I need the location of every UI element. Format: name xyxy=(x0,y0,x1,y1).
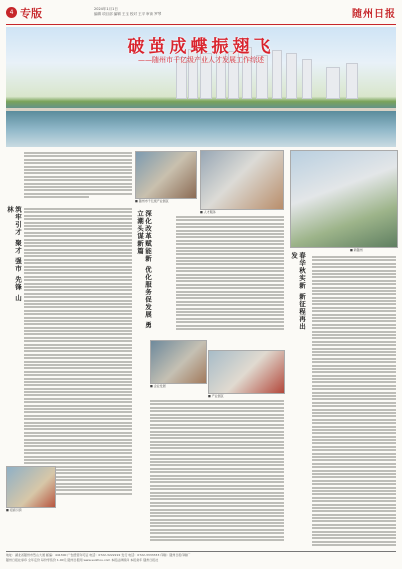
banner-photo xyxy=(6,27,396,147)
article-2-headline: 深化改革赋能新 优化服务促发展 勇立潮头谋新篇 xyxy=(136,210,152,330)
photo-5 xyxy=(290,150,398,248)
article-1-headline: 筑牢引才 聚才 强市 先锋 山林 xyxy=(6,206,22,302)
caption-3: ■ 企业发展 xyxy=(150,384,166,388)
article-3-text xyxy=(312,256,396,546)
article-3-headline: 春华秋实新 新征程再出发 xyxy=(290,252,306,331)
photo-6 xyxy=(6,466,56,508)
photo-4 xyxy=(208,350,285,394)
article-1-text xyxy=(24,208,132,508)
footer-rule xyxy=(6,551,396,552)
footer-line-1: 地址：湖北省随州市烈山大道 邮编：441300 广告经营许可证 电话：0722-3222222 发行 电话：0722-3333333 印刷：随州日报印刷厂 xyxy=(6,553,191,557)
caption-5: ■ 新随州 xyxy=(350,248,363,252)
photo-1 xyxy=(135,151,197,199)
article-2-text-continued xyxy=(150,400,284,546)
page-footer xyxy=(6,553,396,563)
header-meta xyxy=(94,7,161,17)
photo-3 xyxy=(150,340,207,384)
building xyxy=(302,59,312,99)
sub-headline: ——随州市千亿级产业人才发展工作综述 xyxy=(138,56,264,64)
article-2-text xyxy=(176,216,284,338)
caption-1: ■ 随州市千亿级产业园区 xyxy=(135,199,169,203)
header-rule xyxy=(6,24,396,25)
building xyxy=(346,63,358,99)
main-headline: 破茧成蝶振翅飞 xyxy=(127,37,275,57)
article-intro-text xyxy=(24,152,132,204)
newspaper-logo: 随州日报 xyxy=(352,9,396,20)
section-title: 专版 xyxy=(20,7,42,20)
bridge xyxy=(6,108,396,111)
caption-2: ■ 人才服务 xyxy=(200,210,216,214)
photo-2 xyxy=(200,150,284,210)
header-editors: 编辑 项目部 编辑 王玉 校对 王平 审读 罗琴 xyxy=(94,12,162,16)
building xyxy=(326,67,340,99)
header-date: 2024年1月1日 xyxy=(94,7,118,11)
caption-4: ■ 产业园区 xyxy=(208,394,224,398)
page-number: 4 xyxy=(6,7,17,18)
caption-6: ■ 招商引资 xyxy=(6,508,22,512)
footer-line-2: 随州日报社承印 全年定价 每份零售价 1.00元 随州日报网 www.suizhou.com 本报法律顾问 本报常年 随州日报社 xyxy=(6,558,159,562)
